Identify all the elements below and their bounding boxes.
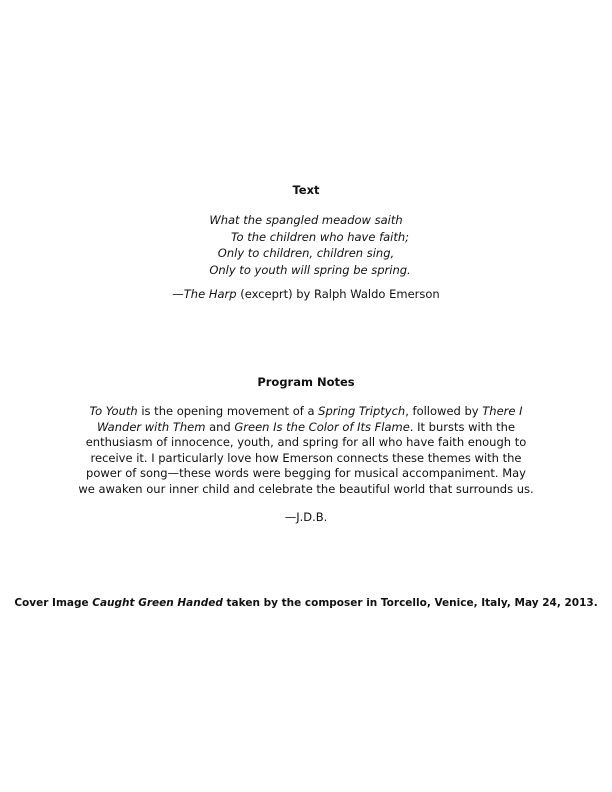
notes-line bbox=[64, 420, 548, 436]
poem-attribution bbox=[0, 287, 612, 301]
credit-text: Cover Image bbox=[14, 597, 93, 609]
cover-image-credit bbox=[0, 597, 612, 609]
program-notes-heading: Program Notes bbox=[257, 375, 355, 389]
program-notes-body bbox=[64, 404, 548, 498]
poem-excerpt bbox=[0, 212, 612, 278]
notes-text: is the opening movement of a bbox=[137, 404, 319, 418]
poem-line: What the spangled meadow saith bbox=[209, 213, 403, 227]
poem-line: Only to children, children sing, bbox=[217, 246, 395, 260]
credit-text: taken by the composer in Torcello, Venice, Italy, May 24, 2013. bbox=[222, 597, 598, 609]
work-title: Green Is the Color of Its Flame bbox=[234, 419, 410, 434]
notes-text: , followed by bbox=[405, 404, 483, 418]
poem-line: To the children who have faith; bbox=[230, 229, 410, 244]
notes-line: power of song—these words were begging for musical accompaniment. May bbox=[86, 466, 526, 481]
work-title: To Youth bbox=[89, 404, 138, 418]
notes-text: . It bursts with the bbox=[409, 419, 516, 434]
notes-line: we awaken our inner child and celebrate the beautiful world that surrounds us. bbox=[78, 481, 534, 496]
notes-line: enthusiasm of innocence, youth, and spring for all who have faith enough to bbox=[85, 435, 527, 450]
notes-text: and bbox=[205, 419, 235, 434]
work-title: Spring Triptych bbox=[318, 404, 406, 418]
text-heading: Text bbox=[292, 183, 320, 197]
work-title: Wander with Them bbox=[96, 419, 206, 434]
attribution-author: (exceprt) by Ralph Waldo Emerson bbox=[236, 287, 440, 301]
poem-title: The Harp bbox=[183, 287, 237, 301]
notes-line bbox=[64, 404, 548, 420]
notes-signature: —J.D.B. bbox=[284, 510, 328, 524]
poem-line: Only to youth will spring be spring. bbox=[209, 262, 411, 277]
notes-line: receive it. I particularly love how Emerson connects these themes with the bbox=[90, 450, 522, 465]
attribution-dash: — bbox=[172, 287, 184, 301]
cover-image-title: Caught Green Handed bbox=[92, 597, 223, 609]
work-title: There I bbox=[482, 404, 523, 418]
